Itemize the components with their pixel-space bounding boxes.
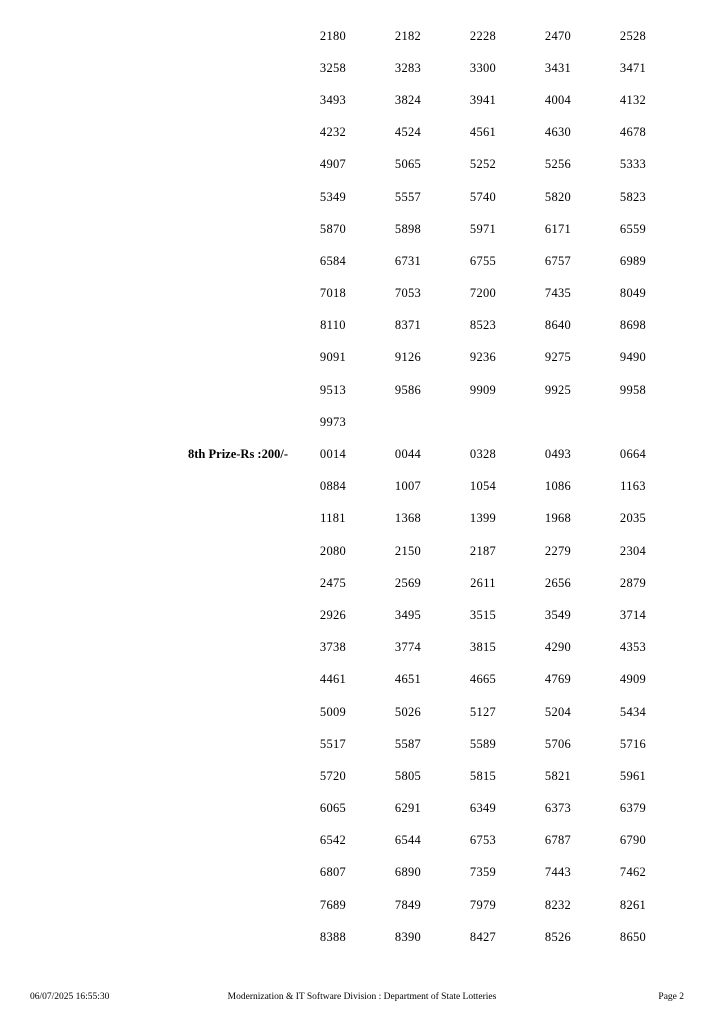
lottery-number: 5204 [544,704,572,719]
lottery-number: 5823 [619,189,647,204]
lottery-number: 5557 [394,189,422,204]
prize-number-row [0,889,724,921]
prize-number-row [0,342,724,374]
lottery-number: 8427 [469,929,497,944]
prize-number-row [0,599,724,631]
footer-timestamp: 06/07/2025 16:55:30 [30,992,110,1002]
lottery-number: 2475 [319,575,347,590]
lottery-number: 2304 [619,543,647,558]
lottery-number: 7462 [619,865,647,880]
lottery-number: 9275 [544,350,572,365]
prize-number-row [0,825,724,857]
lottery-number: 4132 [619,92,647,107]
lottery-number: 6731 [394,253,422,268]
lottery-number: 6171 [544,221,572,236]
lottery-number: 6755 [469,253,497,268]
prize-number-row [0,535,724,567]
lottery-number: 5805 [394,768,422,783]
lottery-number: 5720 [319,768,347,783]
lottery-number: 5009 [319,704,347,719]
prize-number-row [0,438,724,470]
lottery-number: 8261 [619,897,647,912]
lottery-number: 9513 [319,382,347,397]
lottery-number: 1399 [469,511,497,526]
lottery-number: 9586 [394,382,422,397]
prize-number-row [0,921,724,953]
lottery-number: 6989 [619,253,647,268]
footer-department-text: Modernization & IT Software Division : Department of State Lotteries [227,992,497,1002]
lottery-number: 8390 [394,929,422,944]
lottery-number: 4232 [319,125,347,140]
lottery-number: 3549 [544,607,572,622]
prize-number-row [0,374,724,406]
lottery-number: 5256 [544,157,572,172]
lottery-number: 3283 [394,60,422,75]
lottery-number: 5971 [469,221,497,236]
lottery-number: 6890 [394,865,422,880]
lottery-number: 4461 [319,672,347,687]
lottery-number: 7849 [394,897,422,912]
lottery-number: 8110 [320,318,346,333]
lottery-number: 2926 [319,607,347,622]
lottery-number: 7359 [469,865,497,880]
lottery-number: 5252 [469,157,497,172]
lottery-number: 3714 [619,607,647,622]
lottery-number: 2080 [319,543,347,558]
prize-number-row [0,632,724,664]
lottery-number: 3431 [544,60,572,75]
lottery-number: 1181 [320,511,346,526]
lottery-number: 2470 [544,28,572,43]
lottery-number: 4524 [394,125,422,140]
lottery-number: 6584 [319,253,347,268]
lottery-number: 8049 [619,286,647,301]
lottery-number: 8698 [619,318,647,333]
lottery-number: 4290 [544,640,572,655]
lottery-number: 3824 [394,92,422,107]
lottery-number: 4561 [469,125,497,140]
lottery-number: 6790 [619,833,647,848]
lottery-number: 2180 [319,28,347,43]
lottery-number: 6065 [319,801,347,816]
lottery-number: 6544 [394,833,422,848]
lottery-number: 2150 [394,543,422,558]
prize-number-row [0,696,724,728]
prize-number-row [0,406,724,438]
lottery-number: 9925 [544,382,572,397]
lottery-number: 3471 [619,60,647,75]
lottery-number: 5587 [394,736,422,751]
lottery-number: 1054 [469,479,497,494]
lottery-number: 9126 [394,350,422,365]
lottery-number: 2187 [469,543,497,558]
lottery-number: 7053 [394,286,422,301]
lottery-number: 2228 [469,28,497,43]
prize-number-row [0,760,724,792]
lottery-number: 4678 [619,125,647,140]
lottery-number: 5898 [394,221,422,236]
lottery-number: 1368 [394,511,422,526]
lottery-number: 2611 [470,575,496,590]
lottery-number: 7443 [544,865,572,880]
lottery-number: 8650 [619,929,647,944]
lottery-number: 5706 [544,736,572,751]
lottery-number: 4665 [469,672,497,687]
lottery-number: 2528 [619,28,647,43]
lottery-number: 8371 [394,318,422,333]
lottery-number: 4909 [619,672,647,687]
lottery-number: 4907 [319,157,347,172]
prize-number-row [0,117,724,149]
lottery-number: 3515 [469,607,497,622]
lottery-number: 0664 [619,447,647,462]
lottery-number: 9958 [619,382,647,397]
page-footer [0,992,724,1008]
lottery-number: 7435 [544,286,572,301]
lottery-number: 6807 [319,865,347,880]
lottery-number: 3941 [469,92,497,107]
lottery-number: 7018 [319,286,347,301]
lottery-number: 5820 [544,189,572,204]
prize-number-row [0,664,724,696]
lottery-number: 7200 [469,286,497,301]
lottery-number: 7689 [319,897,347,912]
lottery-number: 5870 [319,221,347,236]
lottery-number: 8232 [544,897,572,912]
prize-number-row [0,52,724,84]
lottery-number: 2879 [619,575,647,590]
lottery-number: 8640 [544,318,572,333]
lottery-number: 6559 [619,221,647,236]
lottery-number: 6291 [394,801,422,816]
lottery-number: 3774 [394,640,422,655]
prize-number-row [0,245,724,277]
lottery-number: 9490 [619,350,647,365]
prize-number-row [0,503,724,535]
lottery-number: 2656 [544,575,572,590]
prize-number-row [0,278,724,310]
lottery-number: 0044 [394,447,422,462]
lottery-number: 3300 [469,60,497,75]
prize-numbers-table [0,20,724,953]
lottery-number: 4769 [544,672,572,687]
lottery-number: 1968 [544,511,572,526]
lottery-number: 3493 [319,92,347,107]
lottery-number: 2182 [394,28,422,43]
prize-number-row [0,857,724,889]
lottery-number: 0884 [319,479,347,494]
lottery-number: 6542 [319,833,347,848]
prize-number-row [0,471,724,503]
lottery-number: 5065 [394,157,422,172]
lottery-number: 6757 [544,253,572,268]
lottery-number: 5740 [469,189,497,204]
prize-number-row [0,181,724,213]
prize-number-row [0,213,724,245]
lottery-number: 5961 [619,768,647,783]
prize-number-row [0,84,724,116]
lottery-number: 0328 [469,447,497,462]
lottery-number: 5589 [469,736,497,751]
lottery-number: 6753 [469,833,497,848]
lottery-number: 5821 [544,768,572,783]
lottery-number: 9909 [469,382,497,397]
lottery-number: 8388 [319,929,347,944]
lottery-number: 5434 [619,704,647,719]
lottery-number: 3815 [469,640,497,655]
prize-number-row [0,310,724,342]
lottery-number: 6787 [544,833,572,848]
prize-category-label: 8th Prize-Rs :200/- [188,447,288,462]
lottery-number: 0493 [544,447,572,462]
lottery-number: 2035 [619,511,647,526]
lottery-number: 1007 [394,479,422,494]
lottery-number: 1086 [544,479,572,494]
lottery-number: 5333 [619,157,647,172]
lottery-number: 2569 [394,575,422,590]
prize-number-row [0,728,724,760]
lottery-number: 3738 [319,640,347,655]
prize-number-row [0,149,724,181]
lottery-number: 4004 [544,92,572,107]
lottery-number: 7979 [469,897,497,912]
lottery-number: 5127 [469,704,497,719]
lottery-number: 6373 [544,801,572,816]
lottery-number: 9091 [319,350,347,365]
prize-number-row [0,793,724,825]
lottery-number: 6379 [619,801,647,816]
lottery-number: 6349 [469,801,497,816]
lottery-number: 8523 [469,318,497,333]
lottery-number: 8526 [544,929,572,944]
lottery-number: 5026 [394,704,422,719]
lottery-number: 9236 [469,350,497,365]
lottery-number: 1163 [620,479,646,494]
lottery-number: 4630 [544,125,572,140]
prize-number-row [0,20,724,52]
lottery-number: 9973 [319,414,347,429]
prize-number-row [0,567,724,599]
lottery-number: 5815 [469,768,497,783]
lottery-number: 4651 [394,672,422,687]
lottery-number: 5716 [619,736,647,751]
footer-page-number: Page 2 [658,992,684,1002]
lottery-number: 3495 [394,607,422,622]
lottery-number: 5517 [319,736,347,751]
lottery-number: 2279 [544,543,572,558]
lottery-number: 0014 [319,447,347,462]
lottery-number: 5349 [319,189,347,204]
lottery-number: 3258 [319,60,347,75]
lottery-number: 4353 [619,640,647,655]
